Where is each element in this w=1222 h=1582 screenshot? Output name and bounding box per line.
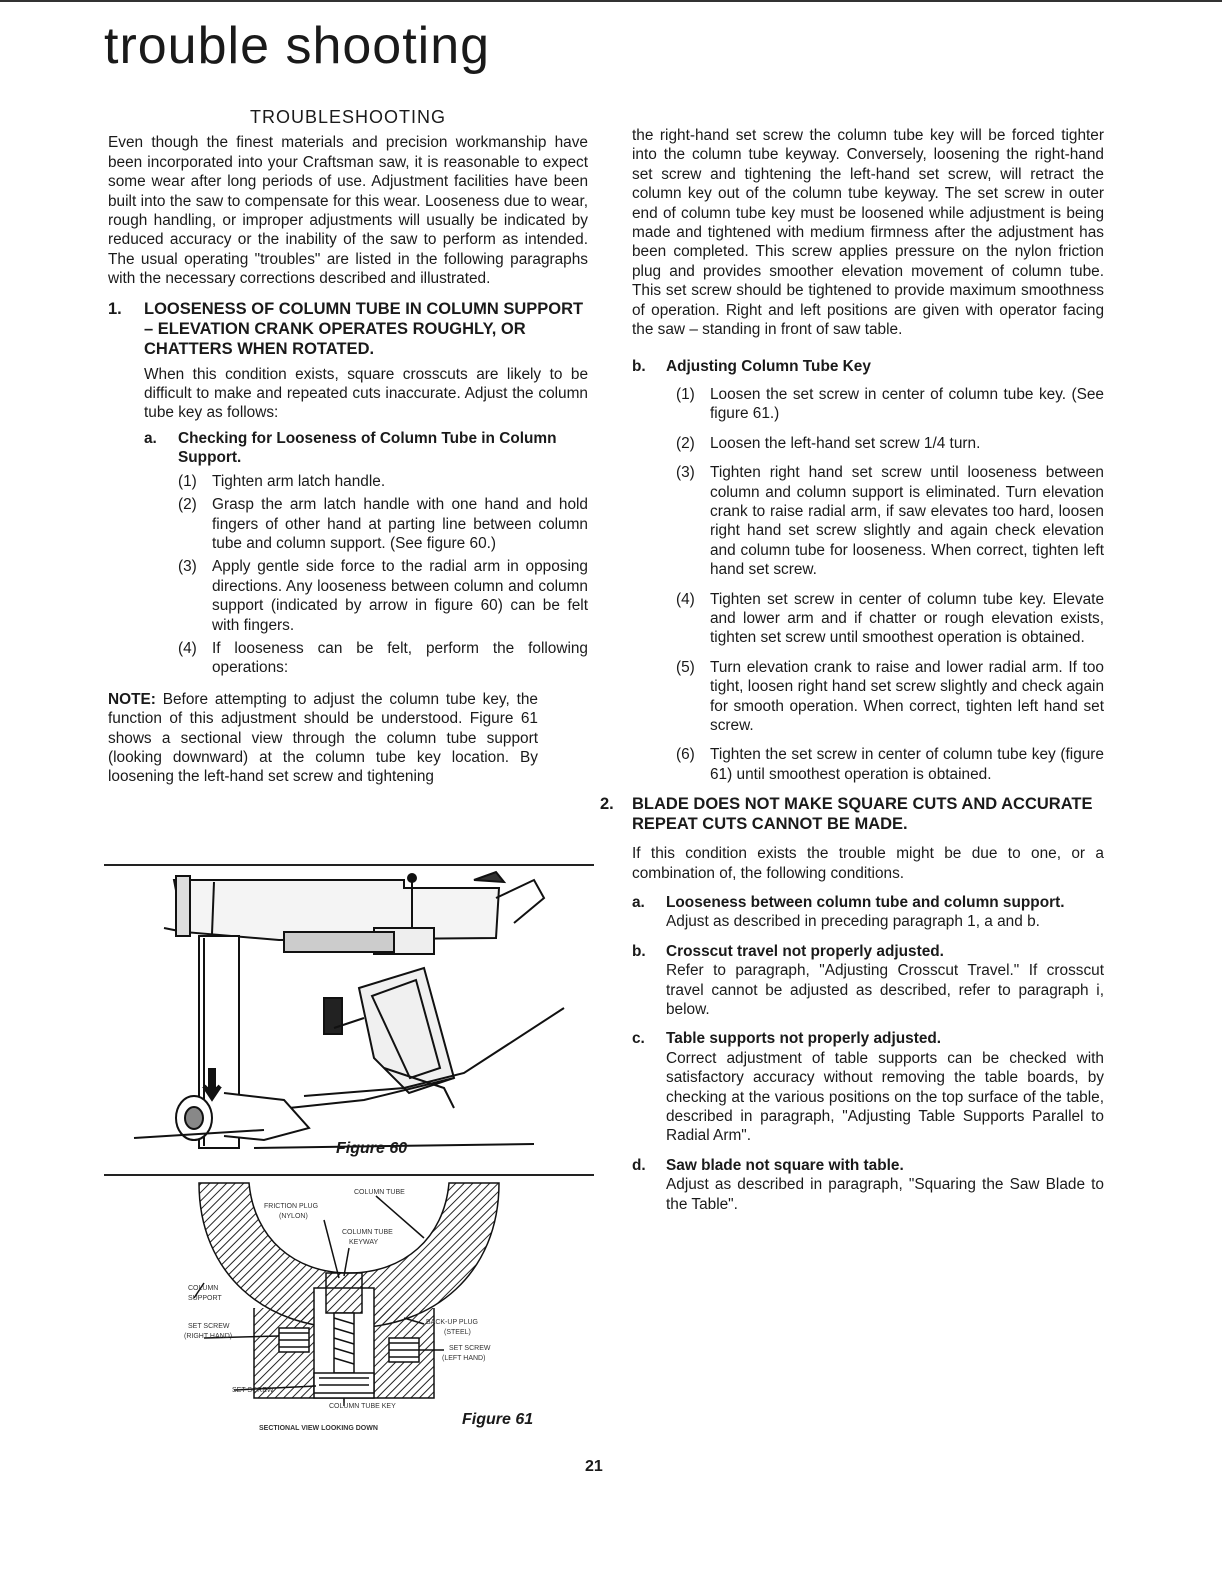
label-column-tube-key: COLUMN TUBE KEY xyxy=(329,1403,396,1410)
step-text: Tighten right hand set screw until looseness between column and column support is eliminated. Turn elevation crank to raise radial arm, if saw elevates too hard, loosen right hand set screw slightly and again check elevation and column tube for looseness. When correct, tighten left hand set screw. xyxy=(710,464,1104,579)
note-paragraph xyxy=(108,690,538,787)
step-number: (3) xyxy=(178,558,197,576)
label-left-hand: (LEFT HAND) xyxy=(442,1355,486,1362)
condition-title: Crosscut travel not properly adjusted. xyxy=(666,942,944,960)
item-1-heading xyxy=(108,299,588,359)
condition-d xyxy=(632,1156,1104,1214)
right-column xyxy=(600,126,1104,1214)
sub-b-steps xyxy=(676,385,1104,784)
step-number: (1) xyxy=(178,472,197,490)
step-number: (2) xyxy=(676,434,695,452)
label-set-screw: SET SCREW xyxy=(232,1387,274,1394)
condition-b-heading xyxy=(632,942,1104,961)
figure-61-subcaption: SECTIONAL VIEW LOOKING DOWN xyxy=(259,1425,378,1432)
list-item xyxy=(676,745,1104,784)
list-item xyxy=(676,658,1104,736)
sub-b-letter: b. xyxy=(632,358,646,376)
figure-61-top-rule xyxy=(104,1174,594,1176)
sub-a-letter: a. xyxy=(144,429,157,447)
item-2-title: BLADE DOES NOT MAKE SQUARE CUTS AND ACCURATE REPEAT CUTS CANNOT BE MADE. xyxy=(632,795,1093,834)
list-item xyxy=(178,557,588,635)
step-text: Loosen the set screw in center of column tube key. (See figure 61.) xyxy=(710,385,1104,423)
left-column xyxy=(108,108,588,787)
condition-a xyxy=(632,893,1104,932)
label-back-up-plug: BACK-UP PLUG xyxy=(426,1319,478,1326)
list-item xyxy=(178,495,588,553)
condition-text: Adjust as described in preceding paragraph 1, a and b. xyxy=(666,913,1040,931)
step-text: Loosen the left-hand set screw 1/4 turn. xyxy=(710,434,981,452)
label-support: SUPPORT xyxy=(188,1295,222,1302)
step-number: (3) xyxy=(676,464,695,482)
step-number: (5) xyxy=(676,658,695,676)
figure-60 xyxy=(104,868,594,1174)
item-1-title: LOOSENESS OF COLUMN TUBE IN COLUMN SUPPORT – ELEVATION CRANK OPERATES ROUGHLY, OR CHATTERS WHEN ROTATED. xyxy=(144,299,584,358)
step-text: Tighten arm latch handle. xyxy=(212,472,386,490)
step-number: (6) xyxy=(676,746,695,764)
step-text: Apply gentle side force to the radial arm in opposing directions. Any looseness between column and column support (indicated by arrow in figure 60) can be felt with fingers. xyxy=(212,558,588,634)
label-friction-plug: FRICTION PLUG xyxy=(264,1203,319,1210)
page-number: 21 xyxy=(585,1458,603,1475)
condition-title: Table supports not properly adjusted. xyxy=(666,1030,942,1048)
label-steel: (STEEL) xyxy=(444,1329,471,1336)
note-text: Before attempting to adjust the column tube key, the function of this adjustment should be understood. Figure 61 shows a sectional view through the column tube support (looking downward) at the column tube key location. By loosening the left-hand set screw and tightening xyxy=(108,690,538,786)
label-nylon: (NYLON) xyxy=(279,1213,308,1220)
step-text: Tighten the set screw in center of column tube key (figure 61) until smoothest operation is obtained. xyxy=(710,746,1104,783)
step-text: Turn elevation crank to raise and lower radial arm. If too tight, loosen right hand set screw slightly and check again for smooth operation. When correct, tighten left hand set screw. xyxy=(710,658,1104,734)
condition-letter: d. xyxy=(632,1156,646,1174)
step-number: (4) xyxy=(178,639,197,657)
figure-61-illustration xyxy=(104,1178,594,1440)
sub-a-steps xyxy=(178,472,588,678)
condition-text: Adjust as described in paragraph, "Squaring the Saw Blade to the Table". xyxy=(666,1176,1104,1213)
item-2-body: If this condition exists the trouble might be due to one, or a combination of, the following conditions. xyxy=(632,845,1104,882)
sub-b-heading xyxy=(632,357,1104,376)
condition-text: Refer to paragraph, "Adjusting Crosscut Travel." If crosscut travel cannot be adjusted as described, refer to paragraph i, below. xyxy=(666,962,1104,1019)
label-set-screw-left: SET SCREW xyxy=(449,1345,491,1352)
item-1-number: 1. xyxy=(108,299,122,318)
list-item xyxy=(676,385,1104,424)
condition-title: Looseness between column tube and column support. xyxy=(666,894,1065,911)
condition-letter: b. xyxy=(632,942,646,960)
figure-60-caption: Figure 60 xyxy=(336,1140,408,1157)
step-number: (4) xyxy=(676,590,695,608)
condition-text: Correct adjustment of table supports can be checked with satisfactory accuracy without removing the table boards, by checking at the various positions on the top surface of the table, described in paragraph, "Adjusting Table Supports Parallel to Radial Arm". xyxy=(666,1049,1104,1145)
condition-title: Saw blade not square with table. xyxy=(666,1156,904,1174)
condition-c-heading xyxy=(632,1029,1104,1048)
intro-paragraph: Even though the finest materials and precision workmanship have been incorporated into your Craftsman saw, it is reasonable to expect some wear after long periods of use. Adjustment facilities have been built into the saw to compensate for this wear. Looseness due to wear, rough handling, or improper adjustments will usually be indicated by reduced accuracy or the inability of the saw to perform as intended. The usual operating "troubles" are listed in the following paragraphs with the necessary corrections described and illustrated. xyxy=(108,134,588,288)
step-number: (2) xyxy=(178,496,197,514)
list-item xyxy=(676,463,1104,579)
list-item xyxy=(676,590,1104,648)
page-title: trouble shooting xyxy=(104,17,491,75)
sub-a-title: Checking for Looseness of Column Tube in Column Support. xyxy=(178,429,557,467)
item-2-number: 2. xyxy=(600,795,614,814)
step-text: Tighten set screw in center of column tube key. Elevate and lower arm and if chatter or rough elevation exists, tighten set screw until smoothest operation is obtained. xyxy=(710,590,1104,647)
list-item xyxy=(676,434,1104,453)
label-keyway-2: KEYWAY xyxy=(349,1239,379,1246)
note-label: NOTE: xyxy=(108,690,156,708)
sub-b-title: Adjusting Column Tube Key xyxy=(666,358,871,376)
condition-a-heading xyxy=(632,893,1104,912)
figure-60-illustration xyxy=(104,868,594,1174)
condition-d-heading xyxy=(632,1156,1104,1175)
label-right-hand: (RIGHT HAND) xyxy=(184,1333,233,1340)
figure-61-caption: Figure 61 xyxy=(462,1411,534,1428)
condition-letter: c. xyxy=(632,1030,645,1048)
condition-c xyxy=(632,1029,1104,1145)
label-set-screw-right: SET SCREW xyxy=(188,1323,230,1330)
top-border xyxy=(0,0,1222,2)
step-number: (1) xyxy=(676,385,695,403)
sub-a-heading xyxy=(144,429,588,468)
continuation-paragraph: the right-hand set screw the column tube key will be forced tighter into the column tube keyway. Conversely, loosening the right-hand set screw and tightening the left-hand set screw, will retract the column key out of the column tube keyway. The set screw in outer end of column tube key must be loosened while adjustment is being made and tightened with medium firmness after the adjustment has been completed. This screw applies pressure on the nylon friction plug and provides smoother elevation movement of column tube. This set screw should be tightened to provide maximum smoothness of operation. Right and left positions are given with operator facing the saw – standing in front of saw table. xyxy=(632,127,1104,339)
label-column-tube: COLUMN TUBE xyxy=(354,1189,405,1196)
condition-b xyxy=(632,942,1104,1020)
section-heading: TROUBLESHOOTING xyxy=(249,107,447,127)
item-2-heading xyxy=(600,794,1104,834)
figure-60-top-rule xyxy=(104,864,594,866)
condition-letter: a. xyxy=(632,894,645,911)
label-keyway-1: COLUMN TUBE xyxy=(342,1229,393,1236)
list-item xyxy=(178,639,588,678)
label-column: COLUMN xyxy=(188,1285,219,1292)
step-text: If looseness can be felt, perform the following operations: xyxy=(212,639,588,677)
item-1-body: When this condition exists, square crosscuts are likely to be difficult to make and repeated cuts inaccurate. Adjust the column tube key as follows: xyxy=(144,365,588,422)
step-text: Grasp the arm latch handle with one hand and hold fingers of other hand at parting line between column tube and column support. (See figure 60.) xyxy=(212,496,588,552)
list-item xyxy=(178,472,588,491)
figure-61 xyxy=(104,1178,594,1440)
